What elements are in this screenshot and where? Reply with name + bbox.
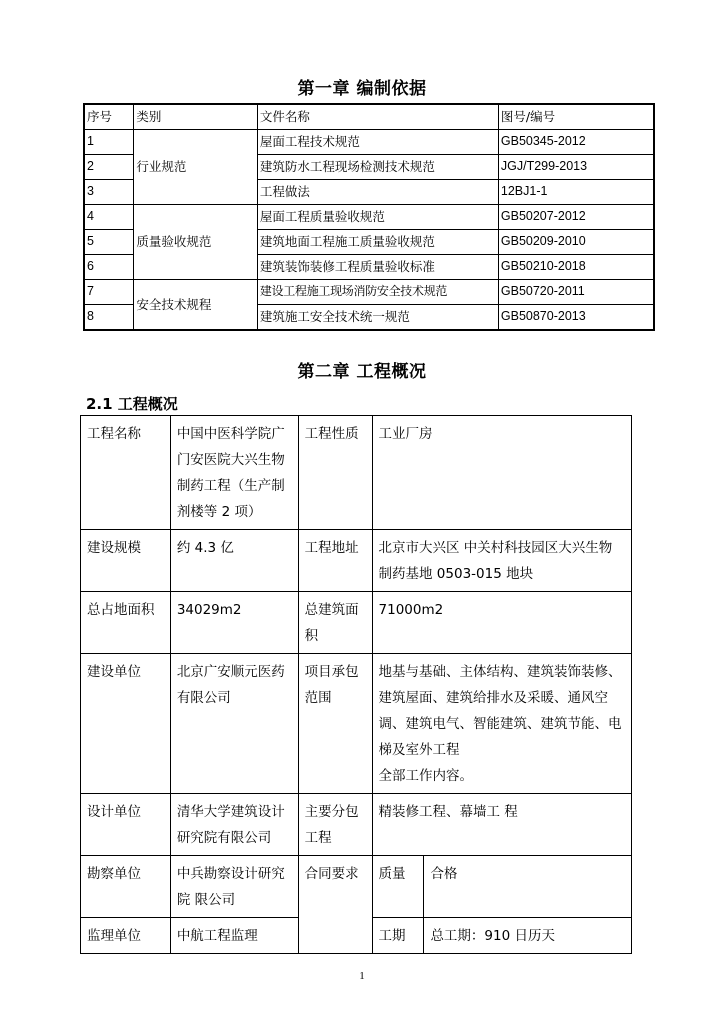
category-cell: 质量验收规范: [134, 205, 258, 280]
label-cell: 工期: [372, 918, 424, 954]
doc-name: 建筑地面工程施工质量验收规范: [257, 230, 498, 255]
doc-code: GB50345-2012: [498, 130, 654, 155]
table-row: [81, 530, 632, 592]
scope-text-end: 全部工作内容。: [378, 768, 474, 784]
header-code: 图号/编号: [498, 104, 654, 130]
header-no: 序号: [84, 104, 134, 130]
page-number: 1: [359, 970, 365, 982]
value-cell: 中国中医科学院广门安医院大兴生物制药工程（生产制剂楼等 2 项）: [170, 416, 298, 530]
table-row: [81, 794, 632, 856]
row-no: 3: [84, 180, 134, 205]
header-doc-name: 文件名称: [257, 104, 498, 130]
section-title: 2.1 工程概况: [86, 395, 178, 413]
header-category: 类别: [134, 104, 258, 130]
doc-name: 工程做法: [257, 180, 498, 205]
label-cell: 总建筑面积: [298, 592, 372, 654]
value-cell: 北京广安顺元医药有限公司: [170, 654, 298, 794]
doc-name: 屋面工程技术规范: [257, 130, 498, 155]
label-cell: 建设规模: [81, 530, 171, 592]
table-row: [81, 416, 632, 530]
table-row: [84, 205, 654, 230]
value-cell: 约 4.3 亿: [170, 530, 298, 592]
doc-code: GB50210-2018: [498, 255, 654, 280]
value-cell: 34029m2: [170, 592, 298, 654]
label-cell: 工程性质: [298, 416, 372, 530]
doc-name: 建筑防水工程现场检测技术规范: [257, 155, 498, 180]
table-row: [81, 592, 632, 654]
label-cell: 监理单位: [81, 918, 171, 954]
table-row: [81, 654, 632, 794]
doc-name: 建筑施工安全技术统一规范: [257, 305, 498, 331]
project-overview-table: [80, 415, 632, 954]
row-no: 8: [84, 305, 134, 331]
row-no: 2: [84, 155, 134, 180]
table-header-row: [84, 104, 654, 130]
value-cell: 71000m2: [372, 592, 631, 654]
label-cell: 建设单位: [81, 654, 171, 794]
chapter-2-title: 第二章 工程概况: [297, 362, 427, 382]
row-no: 7: [84, 280, 134, 305]
row-no: 4: [84, 205, 134, 230]
table-row: [84, 280, 654, 305]
doc-code: GB50209-2010: [498, 230, 654, 255]
row-no: 1: [84, 130, 134, 155]
doc-name: 建设工程施工现场消防安全技术规范: [257, 280, 498, 305]
table-row: [81, 856, 632, 918]
doc-name: 建筑装饰装修工程质量验收标准: [257, 255, 498, 280]
doc-code: GB50207-2012: [498, 205, 654, 230]
label-cell: 合同要求: [298, 856, 372, 954]
label-cell: 总占地面积: [81, 592, 171, 654]
row-no: 6: [84, 255, 134, 280]
category-cell: 安全技术规程: [134, 280, 258, 331]
label-cell: 工程名称: [81, 416, 171, 530]
doc-code: JGJ/T299-2013: [498, 155, 654, 180]
reference-table: [83, 103, 655, 331]
value-cell: 清华大学建筑设计研究院有限公司: [170, 794, 298, 856]
value-cell: 工业厂房: [372, 416, 631, 530]
value-cell: [372, 654, 631, 794]
value-cell: 精装修工程、幕墙工 程: [372, 794, 631, 856]
label-cell: 质量: [372, 856, 424, 918]
value-cell: 总工期：910 日历天: [424, 918, 632, 954]
doc-name: 屋面工程质量验收规范: [257, 205, 498, 230]
doc-code: GB50870-2013: [498, 305, 654, 331]
label-cell: 设计单位: [81, 794, 171, 856]
label-cell: 项目承包范围: [298, 654, 372, 794]
label-cell: 工程地址: [298, 530, 372, 592]
row-no: 5: [84, 230, 134, 255]
table-row: [84, 130, 654, 155]
value-cell: 中航工程监理: [170, 918, 298, 954]
value-cell: 合格: [424, 856, 632, 918]
doc-code: GB50720-2011: [498, 280, 654, 305]
category-cell: 行业规范: [134, 130, 258, 205]
scope-text: 地基与基础、主体结构、建筑装饰装修、建筑屋面、建筑给排水及采暖、通风空调、建筑电气、智能建筑、建筑节能、电梯及室外工程: [378, 664, 622, 758]
label-cell: 勘察单位: [81, 856, 171, 918]
value-cell: 北京市大兴区 中关村科技园区大兴生物制药基地 0503-015 地块: [372, 530, 631, 592]
doc-code: 12BJ1-1: [498, 180, 654, 205]
value-cell: 中兵勘察设计研究院 限公司: [170, 856, 298, 918]
label-cell: 主要分包工程: [298, 794, 372, 856]
chapter-1-title: 第一章 编制依据: [297, 79, 427, 99]
